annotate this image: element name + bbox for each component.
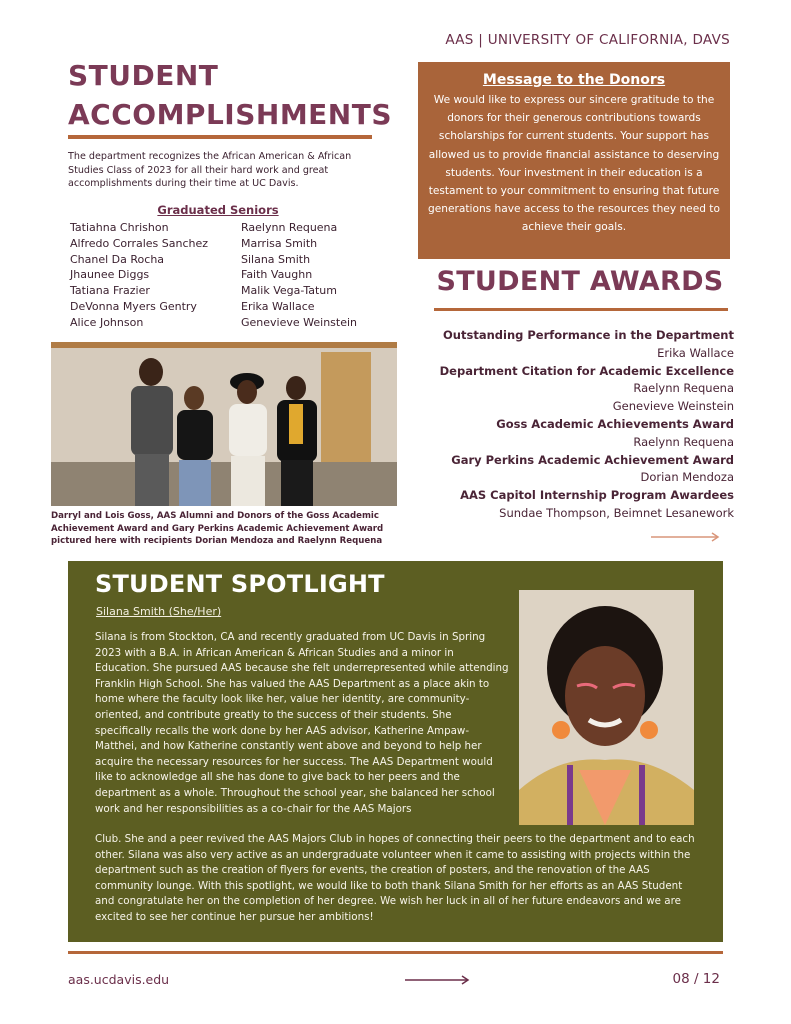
arrow-right-icon [651,532,721,542]
list-item: Chanel Da Rocha [70,252,165,266]
award-recipient: Raelynn Requena [633,381,734,396]
photo-caption: Darryl and Lois Goss, AAS Alumni and Donors of the Goss Academic Achievement Award and Gary Perkins Academic Achievement Award pictured here with recipients Dorian Mendoza and Raelynn Requena [51,511,384,546]
list-item: DeVonna Myers Gentry [70,299,197,313]
awards-list [400,327,734,523]
graduates-column-2 [241,220,401,331]
award-recipient: Sundae Thompson, Beimnet Lesanework [499,505,734,520]
list-item: Faith Vaughn [241,268,313,282]
list-item: Erika Wallace [241,299,315,313]
spotlight-portrait [519,590,694,825]
list-item: Alfredo Corrales Sanchez [70,236,209,250]
list-item: Silana Smith [241,252,311,266]
list-item: Malik Vega-Tatum [241,284,337,298]
graduates-column-1 [70,220,238,331]
list-item: Jhaunee Diggs [70,268,150,282]
list-item: Raelynn Requena [241,221,338,234]
footer-url[interactable]: aas.ucdavis.edu [68,972,170,987]
spotlight-subtitle: Silana Smith (She/Her) [96,605,222,618]
spotlight-text: Silana is from Stockton, CA and recently graduated from UC Davis in Spring 2023 with a B.A. in African American & African Studies and a minor in Education. She pursued AAS because she felt underrepresented while attending Franklin High School. She has valued the AAS Department as a place akin to home where the faculty look like her, value her identity, are community-oriented, and contribute greatly to the success of their students. She specifically recalls the work done by her AAS advisor, Katherine Ampaw-Matthei, and how Katherine constantly went above and beyond to help her acquire the necessary resources for her success. The AAS Department would like to acknowledge all she has done to give back to her peers and the department as a whole. Throughout the school year, she balanced her school work and her responsibilities as a co-chair for the AAS Majors [95,631,509,815]
award-name: Outstanding Performance in the Department [443,328,734,342]
award-recipient: Genevieve Weinstein [612,399,734,414]
award-name: Gary Perkins Academic Achievement Award [451,452,734,467]
donor-message-title: Message to the Donors [482,72,666,88]
arrow-right-icon [405,975,471,985]
portrait-illustration [519,590,694,825]
list-item: Tatiana Frazier [70,284,150,298]
award-recipient: Erika Wallace [657,345,734,360]
intro-text: The department recognizes the African American & African Studies Class of 2023 for all their hard work and great accomplishments during their time at UC Davis. [68,151,352,189]
donor-message-box [418,62,730,259]
award-recipient: Raelynn Requena [633,434,734,449]
group-photo [51,342,397,506]
list-item: Alice Johnson [70,315,144,329]
title-divider [68,135,372,139]
spotlight-title: STUDENT SPOTLIGHT [95,570,385,598]
list-item: Tatiahna Chrishon [70,221,169,234]
header-org: AAS | UNIVERSITY OF CALIFORNIA, DAVS [445,32,730,48]
footer-divider [68,951,723,954]
list-item: Genevieve Weinstein [241,315,358,329]
award-recipient: Dorian Mendoza [640,470,734,485]
awards-divider [434,308,728,311]
spotlight-text-continued: Club. She and a peer revived the AAS Majors Club in hopes of connecting their peers to the department and to each other. Silana was also very active as an undergraduate volunteer when it came to assisting with projects within the department such as the creation of flyers for events, the creation of posters, and the renovation of the AAS community lounge. With this spotlight, we would like to both thank Silana Smith for her efforts as an AAS Student and congratulate her on the completion of her degree. We wish her luck in all of her future endeavors and we are excited to see her continue her pursue her ambitions! [95,833,695,923]
award-name: Goss Academic Achievements Award [496,416,734,431]
donor-message-text: We would like to express our sincere gratitude to the donors for their generous contributions towards scholarships for current students. Your support has allowed us to provide financial assistance to deserving students. Your investment in their education is a testament to your commitment to ensuring that future generations have access to the resources they need to achieve their goals. [428,94,720,234]
award-name: AAS Capitol Internship Program Awardees [460,488,734,503]
list-item: Marrisa Smith [241,236,318,250]
award-name: Department Citation for Academic Excellence [439,363,734,378]
page-title: STUDENT ACCOMPLISHMENTS [68,59,393,131]
awards-title: STUDENT AWARDS [436,266,724,297]
graduated-seniors-heading: Graduated Seniors [157,203,279,217]
page-number: 08 / 12 [672,971,720,987]
group-photo-illustration [51,342,397,506]
